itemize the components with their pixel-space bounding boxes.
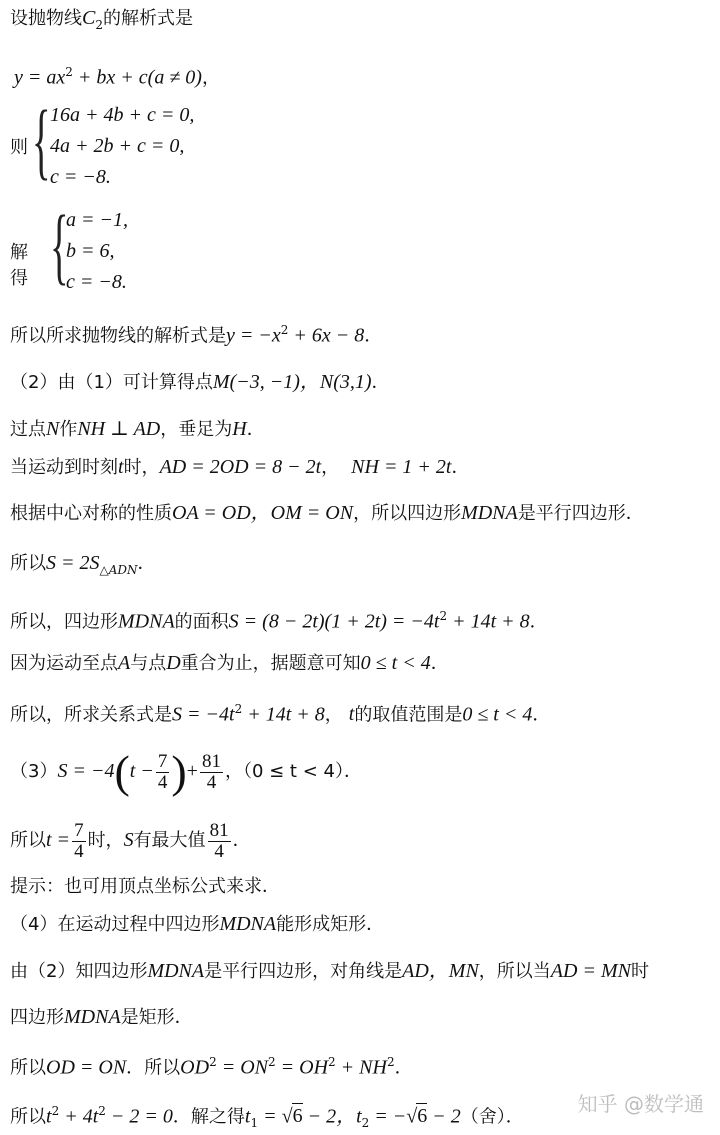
text: ． bbox=[451, 457, 470, 478]
equation: 16a + 4b + c = 0, bbox=[50, 104, 195, 126]
fraction bbox=[72, 821, 86, 862]
text: ． bbox=[532, 704, 551, 726]
math: 0 ≤ t < 4 bbox=[462, 703, 533, 726]
line-symmetry bbox=[10, 501, 644, 526]
text: 是平行四边形，对角线是 bbox=[204, 961, 403, 982]
math: + 6x − 8 bbox=[288, 324, 365, 347]
math: D bbox=[166, 652, 181, 674]
subscript: 1 bbox=[250, 1116, 259, 1131]
math: t bbox=[118, 456, 124, 478]
text: 提示：也可用顶点坐标公式来求． bbox=[10, 876, 280, 897]
text: 由（2）知四边形 bbox=[10, 961, 148, 982]
text: 与点 bbox=[130, 653, 167, 674]
text: 时， bbox=[87, 830, 124, 851]
math: t bbox=[356, 1105, 362, 1128]
math: C bbox=[82, 7, 96, 29]
math: − 2， bbox=[302, 1105, 357, 1128]
text: 是平行四边形． bbox=[517, 503, 644, 524]
text: ， bbox=[321, 457, 340, 478]
line-solve bbox=[10, 1099, 524, 1135]
line-range-reason bbox=[10, 651, 449, 676]
subscript: 2 bbox=[95, 17, 103, 32]
math: NH ⊥ AD bbox=[77, 418, 161, 440]
system-label: 解得 bbox=[10, 242, 28, 289]
text: 所以，所求关系式是 bbox=[10, 704, 172, 726]
line-hint bbox=[10, 874, 280, 899]
text: 当运动到时刻 bbox=[10, 457, 118, 478]
math: + NH bbox=[335, 1056, 387, 1079]
text: 是矩形． bbox=[120, 1007, 193, 1028]
math: N bbox=[46, 418, 60, 440]
superscript: 2 bbox=[98, 1104, 106, 1118]
math: A bbox=[118, 652, 131, 674]
numerator: 7 bbox=[74, 819, 84, 841]
math: t bbox=[348, 703, 355, 726]
math: 0 ≤ t < 4 bbox=[360, 652, 431, 674]
line-part4 bbox=[10, 912, 384, 937]
text: ， bbox=[201, 67, 220, 89]
text: 过点 bbox=[10, 419, 46, 440]
math: NH = 1 + 2t bbox=[351, 456, 452, 478]
equations bbox=[50, 100, 194, 193]
line-perpendicular bbox=[10, 417, 265, 442]
math: = ON bbox=[216, 1056, 268, 1079]
text: ， bbox=[324, 704, 343, 726]
text: ，垂足为 bbox=[160, 419, 233, 440]
math: AD，MN bbox=[402, 960, 479, 982]
text: 的面积 bbox=[174, 611, 229, 633]
math: − 2 = 0 bbox=[105, 1105, 173, 1128]
text: ． bbox=[137, 553, 156, 574]
left-brace: { bbox=[50, 197, 69, 293]
text: ，所以四边形 bbox=[353, 503, 462, 524]
superscript: 2 bbox=[234, 702, 243, 716]
math: S = −4 bbox=[57, 760, 115, 782]
text: ． bbox=[394, 1057, 413, 1079]
text: ，所以当 bbox=[478, 961, 551, 982]
text: ，（0 ≤ t < 4）． bbox=[224, 761, 362, 782]
line-area-formula bbox=[10, 604, 548, 634]
text: 所以所求抛物线的解析式是 bbox=[10, 325, 226, 347]
equations bbox=[66, 205, 128, 298]
math: = bbox=[258, 1105, 282, 1128]
superscript: 2 bbox=[51, 1104, 60, 1118]
text: （2）由（1）可计算得点 bbox=[10, 372, 213, 393]
math: t bbox=[244, 1105, 251, 1128]
math: y bbox=[14, 66, 23, 89]
math: AD = 2OD = 8 − 2t bbox=[159, 456, 322, 478]
fraction bbox=[200, 752, 223, 793]
watermark: 知乎 @数学通 bbox=[577, 1092, 704, 1116]
math: MDNA bbox=[147, 960, 205, 982]
text: 重合为止，据题意可知 bbox=[180, 653, 361, 674]
equation: c = −8. bbox=[66, 271, 127, 293]
line-diagonals bbox=[10, 959, 649, 984]
math: t = bbox=[46, 829, 71, 851]
text: ． bbox=[232, 830, 251, 851]
text: 作 bbox=[59, 419, 78, 440]
text: 根据中心对称的性质 bbox=[10, 503, 172, 524]
line-relation-range bbox=[10, 697, 550, 727]
sqrt-sign: √ bbox=[406, 1105, 418, 1128]
superscript: 2 bbox=[386, 1055, 395, 1069]
fraction bbox=[156, 752, 170, 793]
line-max-value bbox=[10, 815, 251, 869]
line-od-on bbox=[10, 1050, 413, 1080]
text: （舍）． bbox=[460, 1106, 524, 1128]
math: + bx + c(a ≠ 0) bbox=[72, 66, 202, 89]
line-part3-vertex-form bbox=[10, 746, 362, 800]
text: 的取值范围是 bbox=[354, 704, 463, 726]
line-intro bbox=[10, 6, 193, 37]
text: （4）在运动过程中四边形 bbox=[10, 914, 220, 935]
math: M(−3, −1)，N(3,1) bbox=[212, 371, 372, 393]
sqrt-sign: √ bbox=[281, 1105, 293, 1128]
text: 因为运动至点 bbox=[10, 653, 118, 674]
fraction bbox=[208, 821, 231, 862]
line-part2-points bbox=[10, 370, 390, 395]
math: − 2 bbox=[427, 1105, 461, 1128]
denominator: 4 bbox=[214, 840, 224, 862]
text: 有最大值 bbox=[133, 830, 206, 851]
text: ． bbox=[246, 419, 265, 440]
math: OA = OD，OM = ON bbox=[172, 502, 354, 524]
superscript: 2 bbox=[65, 65, 73, 79]
system-label: 则 bbox=[10, 137, 28, 158]
equation: c = −8. bbox=[50, 166, 111, 188]
math: AD = MN bbox=[550, 960, 631, 982]
line-result-parabola bbox=[10, 318, 382, 348]
left-paren: ( bbox=[114, 746, 130, 797]
math: OD = ON bbox=[46, 1056, 127, 1079]
numerator: 81 bbox=[209, 819, 229, 841]
radicand: 6 bbox=[292, 1105, 303, 1128]
superscript: 2 bbox=[439, 609, 448, 623]
radicand: 6 bbox=[417, 1105, 428, 1128]
math: y = −x bbox=[226, 324, 281, 347]
equation: 4a + 2b + c = 0, bbox=[50, 135, 185, 157]
math: S = 2S bbox=[46, 552, 100, 574]
text: 所以 bbox=[10, 1057, 46, 1079]
math: S = −4t bbox=[172, 703, 235, 726]
denominator: 4 bbox=[74, 840, 84, 862]
text: ．解之得 bbox=[172, 1106, 245, 1128]
math: t bbox=[46, 1105, 52, 1128]
math: + 4t bbox=[59, 1105, 99, 1128]
right-paren: ) bbox=[171, 746, 187, 797]
text: ． bbox=[364, 325, 383, 347]
math: = ax bbox=[22, 66, 66, 89]
text: 所以，四边形 bbox=[10, 611, 118, 633]
text: 时 bbox=[630, 961, 649, 982]
text: 所以 bbox=[10, 830, 46, 851]
text: 四边形 bbox=[10, 1007, 64, 1028]
math: + 14t + 8 bbox=[447, 610, 530, 633]
text: ． bbox=[371, 372, 390, 393]
denominator: 4 bbox=[157, 771, 168, 793]
math: MDNA bbox=[64, 1006, 121, 1028]
math: MDNA bbox=[461, 502, 518, 524]
math: t − bbox=[129, 760, 154, 782]
equation: b = 6, bbox=[66, 240, 115, 262]
equation: a = −1, bbox=[66, 209, 128, 231]
text: 的解析式是 bbox=[102, 8, 193, 29]
text: ． bbox=[430, 653, 449, 674]
superscript: 2 bbox=[267, 1055, 276, 1069]
text: 设抛物线 bbox=[10, 8, 82, 29]
text: 时， bbox=[123, 457, 160, 478]
math: + 14t + 8 bbox=[242, 703, 325, 726]
superscript: 2 bbox=[280, 323, 289, 337]
line-parabola-form bbox=[14, 60, 220, 90]
numerator: 81 bbox=[201, 750, 221, 772]
math: S bbox=[123, 829, 134, 851]
line-area-relation bbox=[10, 551, 156, 582]
line-time-t bbox=[10, 455, 470, 480]
superscript: 2 bbox=[328, 1055, 336, 1069]
subscript: 2 bbox=[361, 1116, 370, 1131]
superscript: 2 bbox=[209, 1055, 217, 1069]
math: S = (8 − 2t)(1 + 2t) = −4t bbox=[228, 610, 440, 633]
subscript: △ADN bbox=[99, 562, 138, 577]
math: + bbox=[186, 760, 198, 782]
text: 所以 bbox=[10, 553, 46, 574]
math: OD bbox=[180, 1056, 210, 1079]
math: = OH bbox=[275, 1056, 329, 1079]
math: MDNA bbox=[219, 913, 277, 935]
text: 所以 bbox=[10, 1106, 46, 1128]
text: 能形成矩形． bbox=[276, 914, 385, 935]
text: ．所以 bbox=[126, 1057, 181, 1079]
text: ． bbox=[529, 611, 548, 633]
math: H bbox=[232, 418, 247, 440]
text: （3） bbox=[10, 761, 58, 782]
math: MDNA bbox=[118, 610, 175, 633]
denominator: 4 bbox=[206, 771, 217, 793]
line-rectangle bbox=[10, 1005, 193, 1030]
math: = − bbox=[369, 1105, 407, 1128]
numerator: 7 bbox=[157, 750, 168, 772]
left-brace: { bbox=[32, 92, 51, 188]
